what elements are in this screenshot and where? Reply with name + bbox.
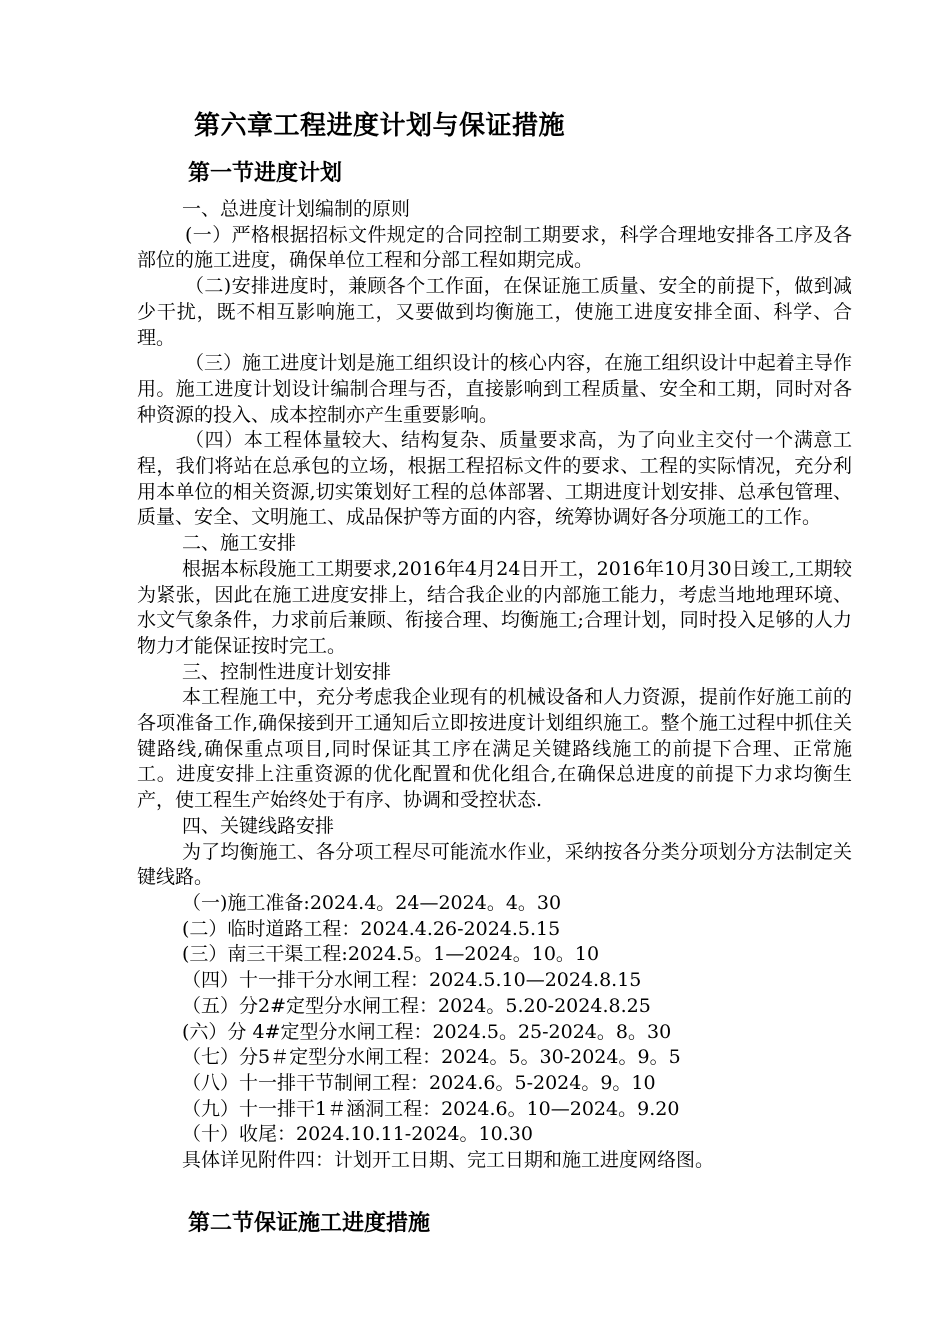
- schedule-item: （五）分2#定型分水闸工程：2024。5.20-2024.8.25: [182, 994, 651, 1017]
- heading-critical-path: 四、关键线路安排: [182, 814, 335, 837]
- schedule-item: （九）十一排干1＃涵洞工程：2024.6。10—2024。9.20: [182, 1097, 680, 1120]
- section-title-progress-plan: 第一节进度计划: [188, 160, 343, 186]
- paragraph-closing: 具体详见附件四：计划开工日期、完工日期和施工进度网络图。: [182, 1149, 715, 1172]
- schedule-item: (三）南三干渠工程:2024.5。1—2024。10。10: [182, 943, 600, 966]
- chapter-title: 第六章工程进度计划与保证措施: [194, 111, 566, 141]
- section-title-progress-measures: 第二节保证施工进度措施: [188, 1210, 431, 1236]
- heading-control-schedule: 三、控制性进度计划安排: [182, 660, 392, 683]
- paragraph-arrangement: 根据本标段施工工期要求,2016年4月24日开工，2016年10月30日竣工,工期较为紧张，因此在施工进度安排上，结合我企业的内部施工能力，考虑当地地理环境、水文气象条件，力求前后兼顾、衔接合理、均衡施工;合理计划，同时投入足够的人力物力才能保证按时完工。: [137, 557, 852, 657]
- paragraph-principle-3: （三）施工进度计划是施工组织设计的核心内容，在施工组织设计中起着主导作用。施工进度计划设计编制合理与否，直接影响到工程质量、安全和工期，同时对各种资源的投入、成本控制亦产生重要影响。: [137, 352, 852, 426]
- paragraph-control-schedule: 本工程施工中，充分考虑我企业现有的机械设备和人力资源，提前作好施工前的各项准备工作,确保接到开工通知后立即按进度计划组织施工。整个施工过程中抓住关键路线,确保重点项目,同时保证其工序在满足关键路线施工的前提下合理、正常施工。进度安排上注重资源的优化配置和优化组合,在确保总进度的前提下力求均衡生产，使工程生产始终处于有序、协调和受控状态.: [137, 686, 852, 812]
- schedule-item: (六）分 4#定型分水闸工程：2024.5。25-2024。8。30: [182, 1020, 672, 1043]
- paragraph-principle-4: （四）本工程体量较大、结构复杂、质量要求高，为了向业主交付一个满意工程，我们将站在总承包的立场，根据工程招标文件的要求、工程的实际情况，充分利用本单位的相关资源,切实策划好工程的总体部署、工期进度计划安排、总承包管理、质量、安全、文明施工、成品保护等方面的内容，统筹协调好各分项施工的工作。: [137, 429, 852, 529]
- schedule-item: （一)施工准备:2024.4。24—2024。4。30: [182, 891, 562, 914]
- schedule-item: （七）分5＃定型分水闸工程：2024。5。30-2024。9。5: [182, 1046, 681, 1069]
- schedule-list: [137, 891, 852, 1148]
- schedule-item: （八）十一排干节制闸工程：2024.6。5-2024。9。10: [182, 1071, 656, 1094]
- heading-arrangement: 二、施工安排: [182, 532, 297, 555]
- paragraph-principle-2: （二)安排进度时，兼顾各个工作面，在保证施工质量、安全的前提下，做到减少干扰，既不相互影响施工，又要做到均衡施工，使施工进度安排全面、科学、合理。: [137, 275, 852, 349]
- schedule-item: (二）临时道路工程：2024.4.26-2024.5.15: [182, 917, 561, 940]
- schedule-item: （十）收尾：2024.10.11-2024。10.30: [182, 1123, 533, 1146]
- heading-principles: 一、总进度计划编制的原则: [182, 198, 411, 220]
- paragraph-critical-path: 为了均衡施工、各分项工程尽可能流水作业，采纳按各分类分项划分方法制定关键线路。: [137, 840, 852, 889]
- paragraph-principle-1: (一）严格根据招标文件规定的合同控制工期要求，科学合理地安排各工序及各部位的施工进度，确保单位工程和分部工程如期完成。: [137, 223, 852, 272]
- body-text: [137, 197, 852, 1174]
- schedule-item: （四）十一排干分水闸工程：2024.5.10—2024.8.15: [182, 969, 642, 992]
